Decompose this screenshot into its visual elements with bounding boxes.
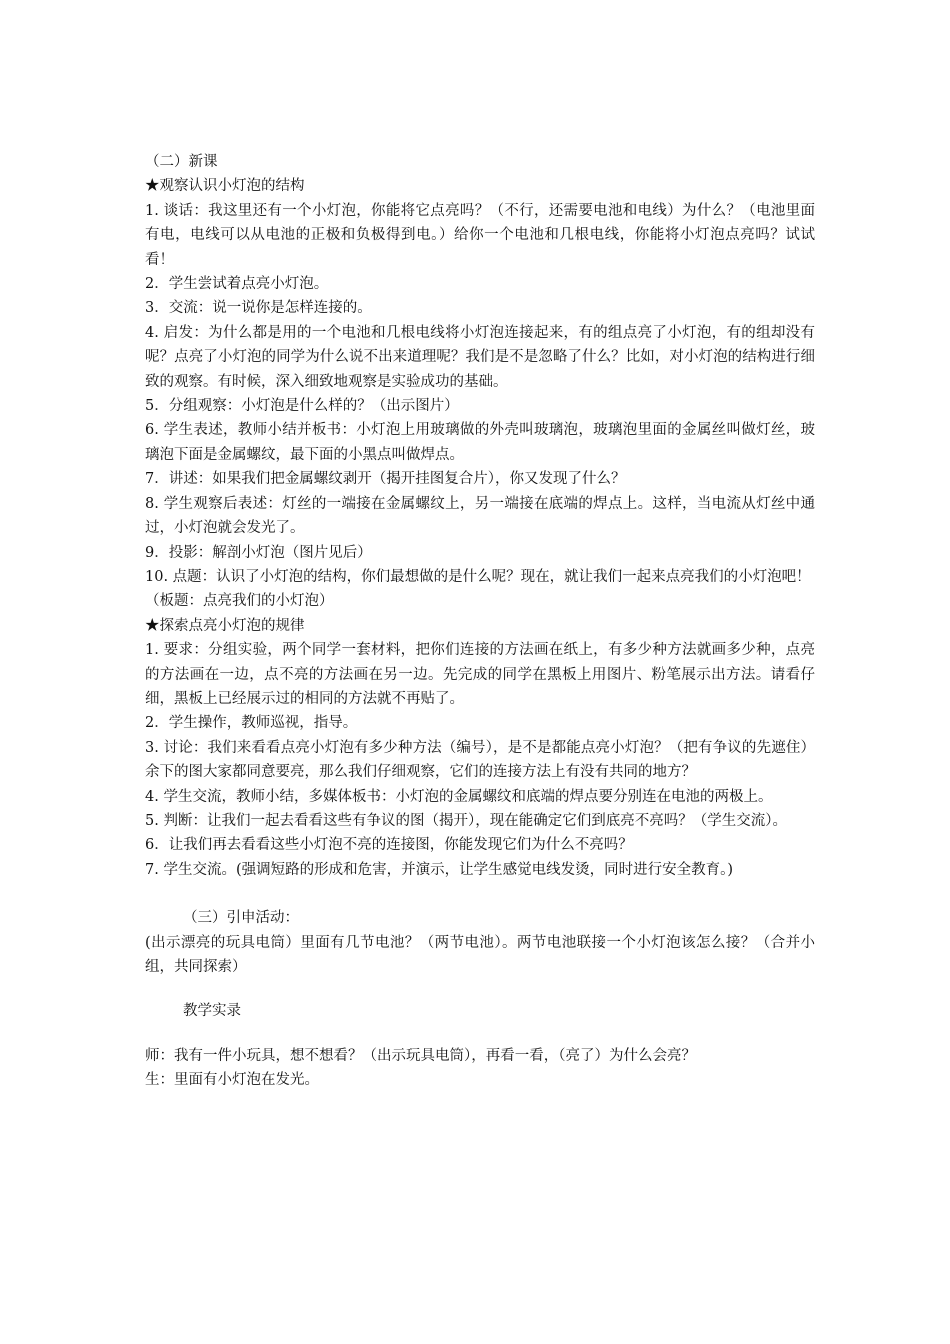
paragraph-item: 4. 学生交流，教师小结，多媒体板书：小灯泡的金属螺纹和底端的焊点要分别连在电池的两极上。 [145,788,773,805]
section-heading-extension: （三）引申活动： [183,910,299,927]
paragraph-item: 3．交流：说一说你是怎样连接的。 [145,300,372,317]
section-heading-teaching-record: 教学实录 [183,1003,241,1020]
paragraph-item: 7. 学生交流。(强调短路的形成和危害，并演示，让学生感觉电线发烫，同时进行安全教育。) [145,861,734,878]
paragraph-item: 6. 学生表述，教师小结并板书：小灯泡上用玻璃做的外壳叫玻璃泡，玻璃泡里面的金属丝叫做灯丝，玻璃泡下面是金属螺纹，最下面的小黑点叫做焊点。 [145,422,815,463]
section-heading-new-lesson: （二）新课 [145,154,218,170]
paragraph-item: 10. 点题：认识了小灯泡的结构，你们最想做的是什么呢？现在，就让我们一起来点亮我们的小灯泡吧！ [145,568,811,585]
paragraph-item: 9．投影：解剖小灯泡（图片见后） [145,544,372,561]
paragraph-item: 3. 讨论：我们来看看点亮小灯泡有多少种方法（编号），是不是都能点亮小灯泡？（把有争议的先遮住）余下的图大家都同意要亮，那么我们仔细观察，它们的连接方法上有没有共同的地方？ [145,739,815,781]
paragraph-item: 5．分组观察：小灯泡是什么样的？（出示图片） [145,398,459,415]
document-body [145,150,815,1093]
paragraph-item: 1. 要求：分组实验，两个同学一套材料，把你们连接的方法画在纸上，有多少种方法就画多少种，点亮的方法画在一边，点不亮的方法画在另一边。先完成的同学在黑板上用图片、粉笔展示出方法。请看仔细，黑板上已经展示过的相同的方法就不再贴了。 [145,642,815,707]
paragraph-item: 4. 启发：为什么都是用的一个电池和几根电线将小灯泡连接起来，有的组点亮了小灯泡，有的组却没有呢？点亮了小灯泡的同学为什么说不出来道理呢？我们是不是忽略了什么？比如，对小灯泡的结构进行细致的观察。有时候，深入细致地观察是实验成功的基础。 [145,324,815,390]
paragraph-item: 2．学生操作，教师巡视，指导。 [145,715,358,732]
dialogue-line-student: 生：里面有小灯泡在发光。 [145,1072,319,1089]
paragraph-item: 6．让我们再去看看这些小灯泡不亮的连接图，你能发现它们为什么不亮吗？ [145,837,633,854]
subsection-title-explore-rules: ★探索点亮小灯泡的规律 [145,617,305,634]
paragraph-item: 1. 谈话：我这里还有一个小灯泡，你能将它点亮吗？（不行，还需要电池和电线）为什么？（电池里面有电，电线可以从电池的正极和负极得到电。）给你一个电池和几根电线，你能将小灯泡点亮吗？试试看！ [145,202,815,268]
paragraph-item: 2．学生尝试着点亮小灯泡。 [145,276,329,293]
subsection-title-observe-bulb: ★观察认识小灯泡的结构 [145,178,305,195]
dialogue-line-teacher: 师：我有一件小玩具，想不想看？（出示玩具电筒），再看一看，（亮了）为什么会亮？ [145,1047,696,1064]
board-title-note: （板题：点亮我们的小灯泡） [145,593,334,610]
paragraph-item: 5. 判断：让我们一起去看看这些有争议的图（揭开），现在能确定它们到底亮不亮吗？（学生交流）。 [145,812,787,829]
paragraph-item: 7．讲述：如果我们把金属螺纹剥开（揭开挂图复合片），你又发现了什么？ [145,471,626,488]
paragraph-extension: (出示漂亮的玩具电筒）里面有几节电池？（两节电池）。两节电池联接一个小灯泡该怎么接？（合并小组，共同探索） [145,934,815,975]
paragraph-item: 8. 学生观察后表述：灯丝的一端接在金属螺纹上，另一端接在底端的焊点上。这样，当电流从灯丝中通过，小灯泡就会发光了。 [145,495,815,537]
